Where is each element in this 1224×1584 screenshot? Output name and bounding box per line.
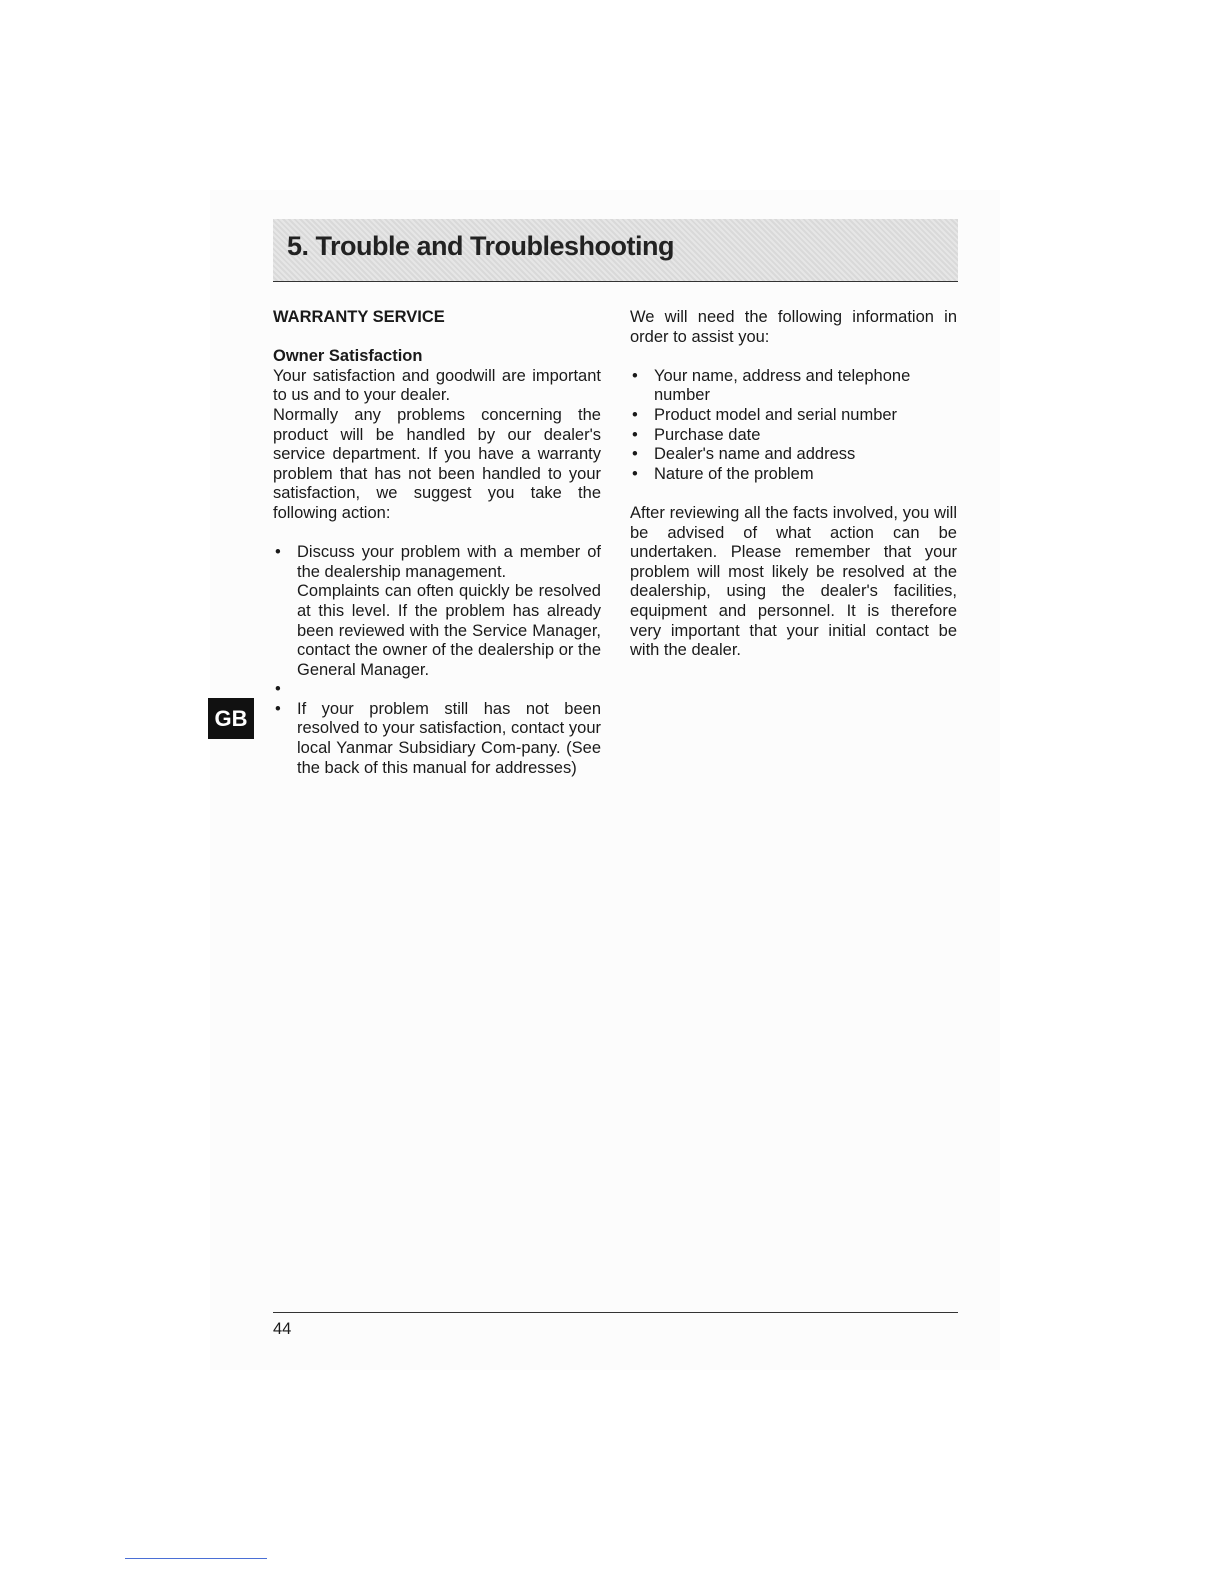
info-list-item: • Nature of the problem xyxy=(630,465,957,485)
action-item-discuss xyxy=(273,543,601,680)
subsection-title: Owner Satisfaction xyxy=(273,347,423,366)
closing-paragraph: After reviewing all the facts involved, you will be advised of what action can be undertaken. Please remember that your problem will most likely be resolved at the dealership, using the dealer's facilities, equipment and personnel. It is therefore very important that your initial contact be with the dealer. xyxy=(630,503,957,660)
section-title: WARRANTY SERVICE xyxy=(273,308,445,326)
footer-divider xyxy=(273,1312,958,1313)
chapter-header xyxy=(273,219,958,282)
spacer xyxy=(273,524,601,544)
scan-link-underline xyxy=(125,1558,267,1559)
intro-paragraph-1: Your satisfaction and goodwill are important to us and to your dealer. xyxy=(273,366,601,405)
action-list xyxy=(273,543,601,778)
spacer xyxy=(630,484,957,504)
action-item-contact-subsidiary-text: • If your problem still has not been resolved to your satisfaction, contact your local Yanmar Subsidiary Com-pany. (See the back of this manual for addresses) xyxy=(297,699,601,777)
spacer xyxy=(630,347,957,367)
info-intro: We will need the following information in order to assist you: xyxy=(630,308,957,346)
info-list-item: • Purchase date xyxy=(630,426,957,446)
info-list xyxy=(630,367,957,485)
spacer xyxy=(273,680,601,700)
intro-paragraph-2: Normally any problems concerning the product will be handled by our dealer's service department. If you have a warranty problem that has not been handled to your satisfaction, we suggest you take the following action: xyxy=(273,405,601,522)
info-list-item: • Dealer's name and address xyxy=(630,445,957,465)
right-column xyxy=(630,308,957,661)
left-column xyxy=(273,308,601,778)
action-item-discuss-text: • Discuss your problem with a member of the dealership management. xyxy=(297,543,601,581)
action-item-contact-subsidiary xyxy=(273,700,601,778)
info-list-item: • Your name, address and telephone number xyxy=(630,367,957,406)
language-tab: GB xyxy=(208,698,254,739)
action-item-discuss-detail: Complaints can often quickly be resolved at this level. If the problem has already been reviewed with the Service Manager, contact the owner of the dealership or the General Manager. xyxy=(297,582,601,679)
info-list-item: • Product model and serial number xyxy=(630,406,957,426)
spacer xyxy=(273,328,601,348)
page-number: 44 xyxy=(273,1320,292,1338)
chapter-title: 5. Trouble and Troubleshooting xyxy=(287,231,675,261)
